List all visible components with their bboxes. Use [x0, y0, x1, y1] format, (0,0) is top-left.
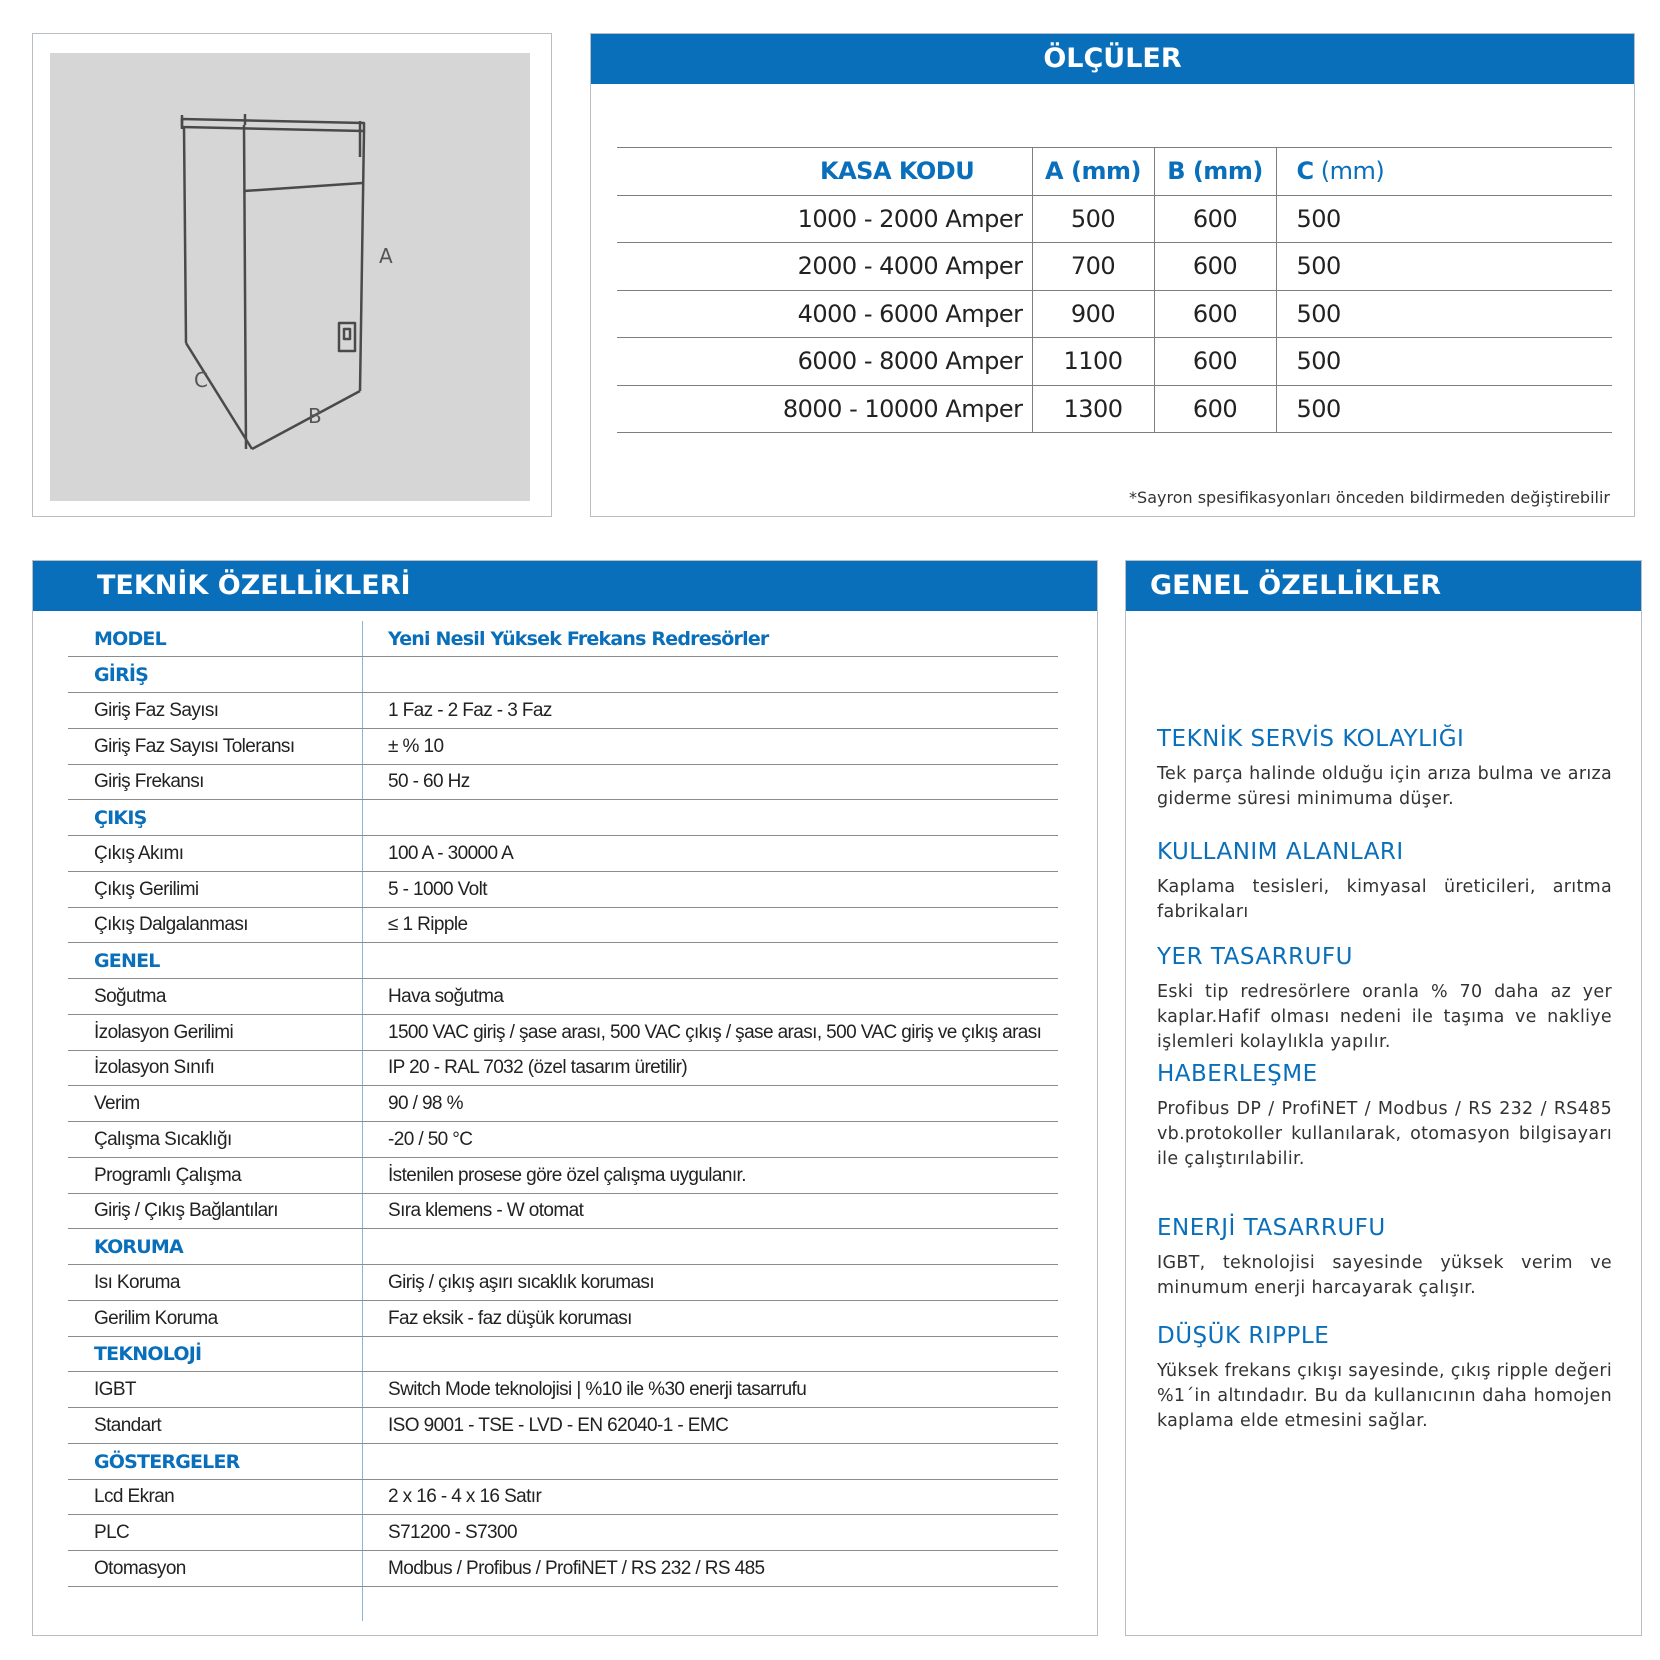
b-cell: 600	[1154, 243, 1276, 291]
a-cell: 700	[1032, 243, 1154, 291]
dimensions-table	[617, 147, 1612, 433]
feature-title: DÜŞÜK RIPPLE	[1157, 1323, 1330, 1349]
model-key: MODEL	[68, 621, 362, 657]
spec-value: 5 - 1000 Volt	[362, 871, 1058, 907]
technical-title: TEKNİK ÖZELLİKLERİ	[33, 561, 1097, 611]
spec-key: Standart	[68, 1408, 362, 1444]
spec-row	[68, 1157, 1058, 1193]
spec-row	[68, 979, 1058, 1015]
spec-key: Verim	[68, 1086, 362, 1122]
spec-row	[68, 1551, 1058, 1587]
label-b: B	[308, 404, 322, 428]
spec-row	[68, 764, 1058, 800]
spec-key: Soğutma	[68, 979, 362, 1015]
b-cell: 600	[1154, 338, 1276, 386]
spec-value: Hava soğutma	[362, 979, 1058, 1015]
spec-key: Çalışma Sıcaklığı	[68, 1122, 362, 1158]
spec-key: Isı Koruma	[68, 1265, 362, 1301]
spec-section-title: KORUMA	[68, 1229, 362, 1265]
feature-title: YER TASARRUFU	[1157, 944, 1353, 970]
spec-row	[68, 1408, 1058, 1444]
case-code-cell: 1000 - 2000 Amper	[617, 195, 1032, 243]
general-title: GENEL ÖZELLİKLER	[1126, 561, 1641, 611]
spec-key: Giriş Faz Sayısı Toleransı	[68, 728, 362, 764]
b-cell: 600	[1154, 195, 1276, 243]
feature-block	[1157, 1215, 1612, 1301]
a-cell: 1300	[1032, 385, 1154, 433]
header-case-code: KASA KODU	[617, 148, 1032, 196]
spec-value: 1 Faz - 2 Faz - 3 Faz	[362, 693, 1058, 729]
spec-value	[362, 943, 1058, 979]
a-cell: 500	[1032, 195, 1154, 243]
spec-key: İzolasyon Sınıfı	[68, 1050, 362, 1086]
spec-key: İzolasyon Gerilimi	[68, 1014, 362, 1050]
spec-key: Çıkış Gerilimi	[68, 871, 362, 907]
spec-value: Faz eksik - faz düşük koruması	[362, 1300, 1058, 1336]
spec-key: Gerilim Koruma	[68, 1300, 362, 1336]
spec-section-title: ÇIKIŞ	[68, 800, 362, 836]
cabinet-drawing	[50, 53, 530, 501]
spec-key: Çıkış Dalgalanması	[68, 907, 362, 943]
spec-value: ≤ 1 Ripple	[362, 907, 1058, 943]
spec-section-row	[68, 943, 1058, 979]
spec-value: Sıra klemens - W otomat	[362, 1193, 1058, 1229]
model-row	[68, 621, 1058, 657]
c-cell: 500	[1276, 338, 1612, 386]
general-features-panel	[1125, 560, 1642, 1636]
spec-section-row	[68, 1229, 1058, 1265]
spec-value: ± % 10	[362, 728, 1058, 764]
spec-value: Switch Mode teknolojisi | %10 ile %30 enerji tasarrufu	[362, 1372, 1058, 1408]
technical-specs-panel	[32, 560, 1098, 1636]
feature-text: Kaplama tesisleri, kimyasal üreticileri, arıtma fabrikaları	[1157, 877, 1612, 922]
spec-section-title: GÖSTERGELER	[68, 1443, 362, 1479]
spec-section-title: GİRİŞ	[68, 657, 362, 693]
spec-value: İstenilen prosese göre özel çalışma uygulanır.	[362, 1157, 1058, 1193]
spec-value: S71200 - S7300	[362, 1515, 1058, 1551]
feature-block	[1157, 1323, 1612, 1434]
case-code-cell: 6000 - 8000 Amper	[617, 338, 1032, 386]
spec-section-title: GENEL	[68, 943, 362, 979]
dimensions-row	[617, 243, 1612, 291]
case-code-cell: 8000 - 10000 Amper	[617, 385, 1032, 433]
technical-table	[68, 621, 1058, 1587]
c-cell: 500	[1276, 385, 1612, 433]
spec-value	[362, 1443, 1058, 1479]
case-code-cell: 4000 - 6000 Amper	[617, 290, 1032, 338]
dimensions-row	[617, 290, 1612, 338]
a-cell: 900	[1032, 290, 1154, 338]
spec-value: IP 20 - RAL 7032 (özel tasarım üretilir)	[362, 1050, 1058, 1086]
spec-key: Programlı Çalışma	[68, 1157, 362, 1193]
spec-key: Çıkış Akımı	[68, 836, 362, 872]
spec-row	[68, 1479, 1058, 1515]
spec-key: Otomasyon	[68, 1551, 362, 1587]
feature-title: ENERJİ TASARRUFU	[1157, 1215, 1386, 1241]
spec-row	[68, 1050, 1058, 1086]
feature-title: HABERLEŞME	[1157, 1061, 1318, 1087]
spec-value	[362, 800, 1058, 836]
cabinet-diagram	[50, 53, 530, 501]
label-c: C	[194, 368, 208, 392]
spec-key: Giriş / Çıkış Bağlantıları	[68, 1193, 362, 1229]
model-value: Yeni Nesil Yüksek Frekans Redresörler	[362, 621, 1058, 657]
spec-value: Giriş / çıkış aşırı sıcaklık koruması	[362, 1265, 1058, 1301]
spec-value	[362, 1336, 1058, 1372]
spec-value: 1500 VAC giriş / şase arası, 500 VAC çıkış / şase arası, 500 VAC giriş ve çıkış arası	[362, 1014, 1058, 1050]
spec-row	[68, 1372, 1058, 1408]
dimensions-panel	[590, 33, 1635, 517]
feature-title: KULLANIM ALANLARI	[1157, 839, 1404, 865]
b-cell: 600	[1154, 385, 1276, 433]
header-c	[1276, 148, 1612, 196]
feature-block	[1157, 839, 1612, 925]
case-code-cell: 2000 - 4000 Amper	[617, 243, 1032, 291]
feature-text: Eski tip redresörlere oranla % 70 daha az yer kaplar.Hafif olması nedeni ile taşıma ve nakliye işlemleri kolaylıkla yapılır.	[1157, 982, 1612, 1052]
spec-section-row	[68, 1336, 1058, 1372]
feature-text: IGBT, teknolojisi sayesinde yüksek verim ve minumum enerji harcayarak çalışır.	[1157, 1253, 1612, 1298]
spec-row	[68, 1086, 1058, 1122]
spec-row	[68, 728, 1058, 764]
c-cell: 500	[1276, 195, 1612, 243]
feature-text: Profibus DP / ProfiNET / Modbus / RS 232 / RS485 vb.protokoller kullanılarak, otomasyon bilgisayarı ile çalıştırılabilir.	[1157, 1099, 1612, 1169]
product-image-panel	[32, 33, 552, 517]
feature-block	[1157, 726, 1612, 812]
b-cell: 600	[1154, 290, 1276, 338]
spec-value: ISO 9001 - TSE - LVD - EN 62040-1 - EMC	[362, 1408, 1058, 1444]
c-cell: 500	[1276, 290, 1612, 338]
spec-row	[68, 1300, 1058, 1336]
a-cell: 1100	[1032, 338, 1154, 386]
spec-row	[68, 907, 1058, 943]
spec-row	[68, 836, 1058, 872]
spec-value: 90 / 98 %	[362, 1086, 1058, 1122]
dimensions-header-row	[617, 148, 1612, 196]
spec-section-title: TEKNOLOJİ	[68, 1336, 362, 1372]
spec-value: -20 / 50 °C	[362, 1122, 1058, 1158]
label-a: A	[379, 244, 393, 268]
spec-key: Giriş Frekansı	[68, 764, 362, 800]
feature-block	[1157, 944, 1612, 1055]
spec-row	[68, 1515, 1058, 1551]
header-c-unit: (mm)	[1313, 157, 1385, 186]
spec-key: Lcd Ekran	[68, 1479, 362, 1515]
spec-value: 100 A - 30000 A	[362, 836, 1058, 872]
header-a: A (mm)	[1032, 148, 1154, 196]
feature-text: Yüksek frekans çıkışı sayesinde, çıkış ripple değeri %1´in altındadır. Bu da kullanıcının daha homojen kaplama elde etmesini sağlar.	[1157, 1361, 1612, 1431]
spec-value: 2 x 16 - 4 x 16 Satır	[362, 1479, 1058, 1515]
spec-section-row	[68, 800, 1058, 836]
dimensions-row	[617, 338, 1612, 386]
dimensions-row	[617, 385, 1612, 433]
spec-key: IGBT	[68, 1372, 362, 1408]
spec-row	[68, 693, 1058, 729]
feature-title: TEKNİK SERVİS KOLAYLIĞI	[1157, 726, 1465, 752]
header-b: B (mm)	[1154, 148, 1276, 196]
feature-block	[1157, 1061, 1612, 1172]
spec-row	[68, 1122, 1058, 1158]
spec-key: PLC	[68, 1515, 362, 1551]
spec-key: Giriş Faz Sayısı	[68, 693, 362, 729]
dimensions-title: ÖLÇÜLER	[591, 34, 1634, 84]
dimensions-note: *Sayron spesifikasyonları önceden bildirmeden değiştirebilir	[1129, 488, 1610, 507]
spec-row	[68, 1265, 1058, 1301]
spec-value	[362, 657, 1058, 693]
spec-value: Modbus / Profibus / ProfiNET / RS 232 / RS 485	[362, 1551, 1058, 1587]
spec-value	[362, 1229, 1058, 1265]
c-cell: 500	[1276, 243, 1612, 291]
dimensions-row	[617, 195, 1612, 243]
spec-section-row	[68, 657, 1058, 693]
header-c-letter: C	[1296, 157, 1314, 186]
spec-row	[68, 1014, 1058, 1050]
spec-section-row	[68, 1443, 1058, 1479]
spec-row	[68, 1193, 1058, 1229]
feature-text: Tek parça halinde olduğu için arıza bulma ve arıza giderme süresi minimuma düşer.	[1157, 764, 1612, 809]
spec-row	[68, 871, 1058, 907]
spec-value: 50 - 60 Hz	[362, 764, 1058, 800]
